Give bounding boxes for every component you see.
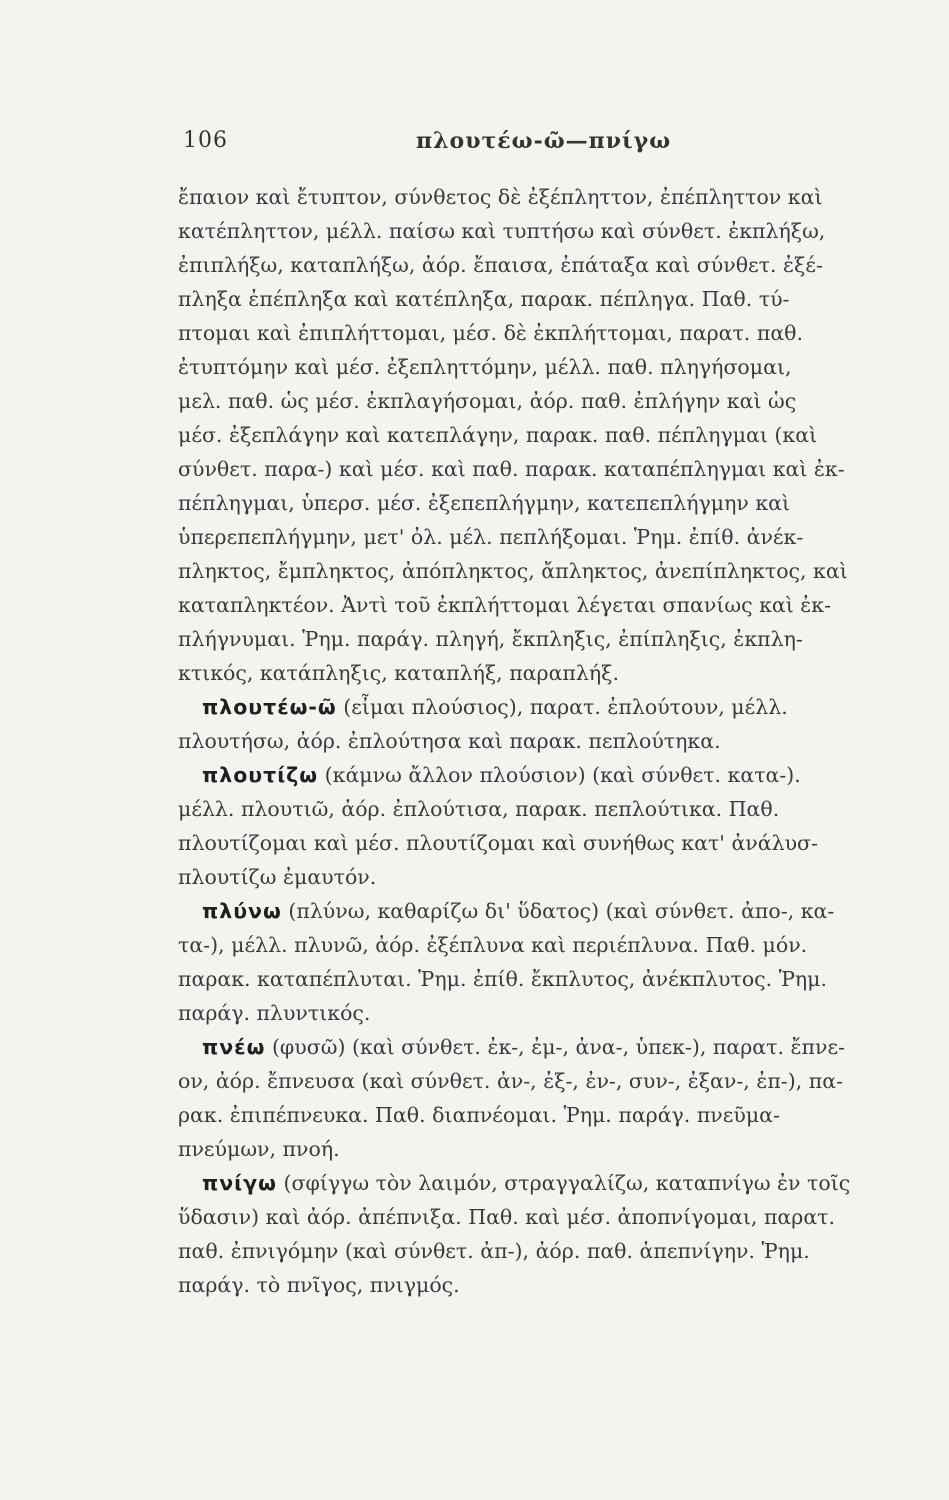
line-text: ρακ. ἐπιπέπνευκα. Παθ. διαπνέομαι. Ῥημ. παράγ. πνεῦμα-: [178, 1103, 780, 1127]
headword: πνίγω: [202, 1171, 277, 1195]
line-text: κτικός, κατάπληξις, καταπλήξ, παραπλήξ.: [178, 661, 619, 685]
running-head: πλουτέω-ῶ—πνίγω: [416, 128, 672, 154]
text-line: [178, 520, 898, 554]
line-text: πλουτήσω, ἀόρ. ἐπλούτησα καὶ παρακ. πεπλούτηκα.: [178, 729, 721, 753]
text-line: [178, 588, 898, 622]
headword: πλουτέω-ῶ: [202, 695, 337, 719]
text-line: [178, 1098, 898, 1132]
line-text: παρακ. καταπέπλυται. Ῥημ. ἐπίθ. ἔκπλυτος, ἀνέκπλυτος. Ῥημ.: [178, 967, 828, 991]
text-line: [178, 1200, 898, 1234]
headword: πλουτίζω: [202, 763, 319, 787]
text-line: [178, 1064, 898, 1098]
line-text: μέσ. ἐξεπλάγην καὶ κατεπλάγην, παρακ. παθ. πέπληγμαι (καὶ: [178, 423, 818, 447]
text-line: [178, 622, 898, 656]
entry-first-line: [178, 758, 898, 792]
line-text: (σφίγγω τὸν λαιμόν, στραγγαλίζω, καταπνίγω ἐν τοῖς: [276, 1171, 851, 1195]
text-line: [178, 1234, 898, 1268]
text-line: [178, 554, 898, 588]
line-text: παθ. ἐπνιγόμην (καὶ σύνθετ. ἀπ-), ἀόρ. παθ. ἀπεπνίγην. Ῥημ.: [178, 1239, 810, 1263]
entry-first-line: [178, 1166, 898, 1200]
text-line: [178, 724, 898, 758]
text-line: [178, 486, 898, 520]
text-line: [178, 656, 898, 690]
text-line: [178, 928, 898, 962]
text-line: [178, 350, 898, 384]
entry-first-line: [178, 894, 898, 928]
text-line: [178, 996, 898, 1030]
line-text: μελ. παθ. ὡς μέσ. ἐκπλαγήσομαι, ἀόρ. παθ. ἐπλήγην καὶ ὡς: [178, 389, 797, 413]
line-text: παράγ. τὸ πνῖγος, πνιγμός.: [178, 1273, 460, 1297]
line-text: πέπληγμαι, ὑπερσ. μέσ. ἐξεπεπλήγμην, κατεπεπλήγμην καὶ: [178, 491, 791, 515]
line-text: πληκτος, ἔμπληκτος, ἀπόπληκτος, ἄπληκτος, ἀνεπίπληκτος, καὶ: [178, 559, 848, 583]
text-line: [178, 282, 898, 316]
line-text: πληξα ἐπέπληξα καὶ κατέπληξα, παρακ. πέπληγα. Παθ. τύ-: [178, 287, 790, 311]
text-line: [178, 452, 898, 486]
text-line: [178, 180, 898, 214]
line-text: (κάμνω ἄλλον πλούσιον) (καὶ σύνθετ. κατα-).: [318, 763, 801, 787]
headword: πλύνω: [202, 899, 282, 923]
page-number: 106: [183, 128, 228, 153]
line-text: πτομαι καὶ ἐπιπλήττομαι, μέσ. δὲ ἐκπλήττομαι, παρατ. παθ.: [178, 321, 804, 345]
entry-first-line: [178, 1030, 898, 1064]
text-line: [178, 860, 898, 894]
line-text: ον, ἀόρ. ἔπνευσα (καὶ σύνθετ. ἀν-, ἐξ-, ἐν-, συν-, ἐξαν-, ἐπ-), πα-: [178, 1069, 843, 1093]
line-text: καταπληκτέον. Ἀντὶ τοῦ ἐκπλήττομαι λέγεται σπανίως καὶ ἐκ-: [178, 593, 832, 617]
line-text: πλήγνυμαι. Ῥημ. παράγ. πληγή, ἔκπληξις, ἐπίπληξις, ἐκπλη-: [178, 627, 803, 651]
headword: πνέω: [202, 1035, 266, 1059]
text-line: [178, 1268, 898, 1302]
line-text: ὑπερεπεπλήγμην, μετ' ὀλ. μέλ. πεπλήξομαι. Ῥημ. ἐπίθ. ἀνέκ-: [178, 525, 804, 549]
line-text: σύνθετ. παρα-) καὶ μέσ. καὶ παθ. παρακ. καταπέπληγμαι καὶ ἐκ-: [178, 457, 845, 481]
entry-first-line: [178, 690, 898, 724]
text-line: [178, 418, 898, 452]
line-text: ἔπαιον καὶ ἔτυπτον, σύνθετος δὲ ἐξέπληττον, ἐπέπληττον καὶ: [178, 185, 823, 209]
line-text: πλουτίζω ἐμαυτόν.: [178, 865, 377, 889]
line-text: παράγ. πλυντικός.: [178, 1001, 371, 1025]
text-line: [178, 962, 898, 996]
entry-text-block: [178, 180, 898, 1302]
text-line: [178, 792, 898, 826]
line-text: (φυσῶ) (καὶ σύνθετ. ἐκ-, ἐμ-, ἀνα-, ὑπεκ-), παρατ. ἔπνε-: [265, 1035, 845, 1059]
text-line: [178, 248, 898, 282]
text-line: [178, 214, 898, 248]
line-text: ἐπιπλήξω, καταπλήξω, ἀόρ. ἔπαισα, ἐπάταξα καὶ σύνθετ. ἐξέ-: [178, 253, 823, 277]
line-text: μέλλ. πλουτιῶ, ἀόρ. ἐπλούτισα, παρακ. πεπλούτικα. Παθ.: [178, 797, 780, 821]
line-text: κατέπληττον, μέλλ. παίσω καὶ τυπτήσω καὶ σύνθετ. ἐκπλήξω,: [178, 219, 826, 243]
line-text: πνεύμων, πνοή.: [178, 1137, 340, 1161]
line-text: ἐτυπτόμην καὶ μέσ. ἐξεπληττόμην, μέλλ. παθ. πληγήσομαι,: [178, 355, 792, 379]
line-text: πλουτίζομαι καὶ μέσ. πλουτίζομαι καὶ συνήθως κατ' ἀνάλυσ-: [178, 831, 818, 855]
text-line: [178, 1132, 898, 1166]
line-text: (εἶμαι πλούσιος), παρατ. ἐπλούτουν, μέλλ.: [336, 695, 788, 719]
line-text: τα-), μέλλ. πλυνῶ, ἀόρ. ἐξέπλυνα καὶ περιέπλυνα. Παθ. μόν.: [178, 933, 808, 957]
text-line: [178, 384, 898, 418]
text-line: [178, 316, 898, 350]
text-line: [178, 826, 898, 860]
line-text: (πλύνω, καθαρίζω δι' ὕδατος) (καὶ σύνθετ. ἀπο-, κα-: [281, 899, 835, 923]
line-text: ὕδασιν) καὶ ἀόρ. ἀπέπνιξα. Παθ. καὶ μέσ. ἀποπνίγομαι, παρατ.: [178, 1205, 836, 1229]
